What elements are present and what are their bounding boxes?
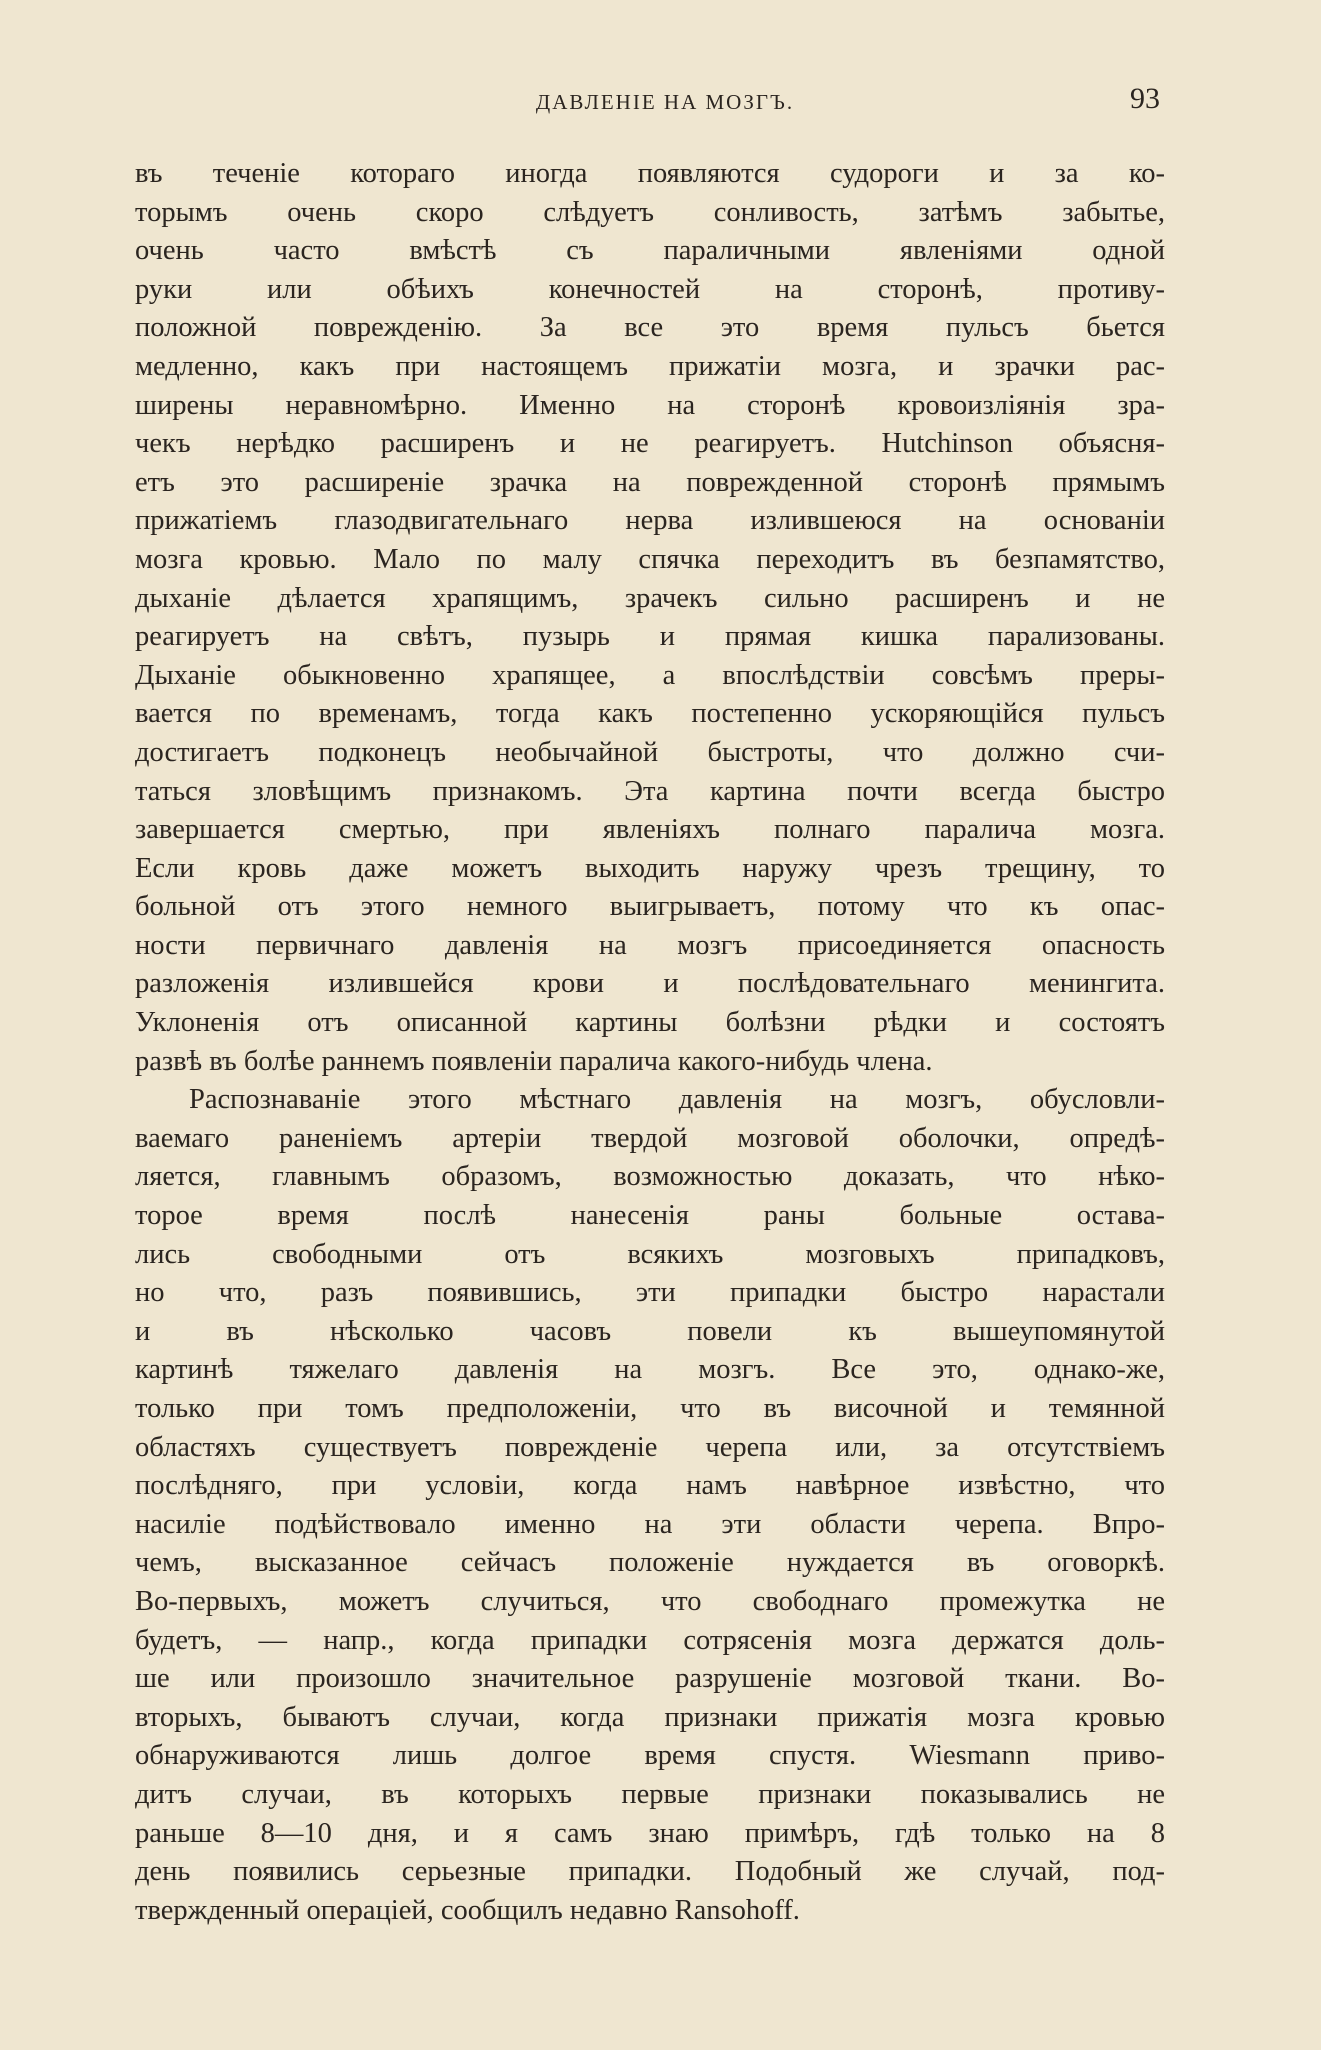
text-line: ваемаго раненіемъ артеріи твердой мозговой оболочки, опредѣ- bbox=[135, 1122, 1165, 1154]
text-line: твержденный операціей, сообщилъ недавно Ransohoff. bbox=[135, 1894, 800, 1926]
running-head: ДАВЛЕНІЕ НА МОЗГЪ. bbox=[535, 90, 795, 114]
body-text bbox=[135, 155, 1165, 1930]
text-line: достигаетъ подконецъ необычайной быстроты, что должно счи- bbox=[135, 736, 1165, 768]
text-line: разложенія излившейся крови и послѣдовательнаго менингита. bbox=[135, 968, 1165, 1000]
page-number: 93 bbox=[1130, 82, 1160, 115]
text-line: мозга кровью. Мало по малу спячка переходитъ въ безпамятство, bbox=[135, 543, 1165, 575]
text-line: картинѣ тяжелаго давленія на мозгъ. Все это, однако-же, bbox=[135, 1354, 1165, 1386]
text-line: завершается смертью, при явленіяхъ полнаго паралича мозга. bbox=[135, 814, 1165, 846]
text-line: торымъ очень скоро слѣдуетъ сонливость, затѣмъ забытье, bbox=[135, 196, 1165, 228]
text-line: торое время послѣ нанесенія раны больные остава- bbox=[135, 1200, 1165, 1232]
text-line: послѣдняго, при условіи, когда намъ навѣрное извѣстно, что bbox=[135, 1470, 1165, 1502]
page-header bbox=[170, 82, 1160, 122]
text-line: но что, разъ появившись, эти припадки быстро нарастали bbox=[135, 1277, 1165, 1309]
text-line: таться зловѣщимъ признакомъ. Эта картина почти всегда быстро bbox=[135, 775, 1165, 807]
text-line: насиліе подѣйствовало именно на эти области черепа. Впро- bbox=[135, 1508, 1165, 1540]
text-line: положной поврежденію. За все это время пульсъ бьется bbox=[135, 312, 1165, 344]
text-line: дитъ случаи, въ которыхъ первые признаки показывались не bbox=[135, 1778, 1165, 1810]
text-line: вторыхъ, бываютъ случаи, когда признаки прижатія мозга кровью bbox=[135, 1701, 1165, 1733]
text-line: ляется, главнымъ образомъ, возможностью доказать, что нѣко- bbox=[135, 1161, 1165, 1193]
text-line: Если кровь даже можетъ выходить наружу чрезъ трещину, то bbox=[135, 852, 1165, 884]
text-line: дыханіе дѣлается храпящимъ, зрачекъ сильно расширенъ и не bbox=[135, 582, 1165, 614]
text-line: обнаруживаются лишь долгое время спустя. Wiesmann приво- bbox=[135, 1740, 1165, 1772]
text-line: ности первичнаго давленія на мозгъ присоединяется опасность bbox=[135, 929, 1165, 961]
text-line: раньше 8—10 дня, и я самъ знаю примѣръ, гдѣ только на 8 bbox=[135, 1817, 1165, 1849]
text-line: развѣ въ болѣе раннемъ появленіи паралича какого-нибудь члена. bbox=[135, 1045, 933, 1077]
text-line: Во-первыхъ, можетъ случиться, что свободнаго промежутка не bbox=[135, 1585, 1165, 1617]
text-line: чекъ нерѣдко расширенъ и не реагируетъ. Hutchinson объясня- bbox=[135, 428, 1165, 460]
text-line: етъ это расширеніе зрачка на поврежденной сторонѣ прямымъ bbox=[135, 466, 1165, 498]
text-line: только при томъ предположеніи, что въ височной и темянной bbox=[135, 1393, 1165, 1424]
text-line: день появились серьезные припадки. Подобный же случай, под- bbox=[135, 1856, 1165, 1888]
text-line: въ теченіе котораго иногда появляются судороги и за ко- bbox=[135, 158, 1165, 189]
text-line: медленно, какъ при настоящемъ прижатіи мозга, и зрачки рас- bbox=[135, 350, 1165, 382]
text-line: очень часто вмѣстѣ съ параличными явленіями одной bbox=[135, 235, 1165, 267]
text-line: и въ нѣсколько часовъ повели къ вышеупомянутой bbox=[135, 1315, 1165, 1347]
text-line: ширены неравномѣрно. Именно на сторонѣ кровоизліянія зра- bbox=[135, 389, 1165, 421]
text-line: руки или обѣихъ конечностей на сторонѣ, противу- bbox=[135, 273, 1165, 305]
text-line: ше или произошло значительное разрушеніе мозговой ткани. Во- bbox=[135, 1663, 1165, 1695]
text-line: реагируетъ на свѣтъ, пузырь и прямая кишка парализованы. bbox=[135, 621, 1165, 653]
text-line: чемъ, высказанное сейчасъ положеніе нуждается въ оговоркѣ. bbox=[135, 1547, 1165, 1579]
text-line: вается по временамъ, тогда какъ постепенно ускоряющійся пульсъ bbox=[135, 698, 1165, 730]
text-line: лись свободными отъ всякихъ мозговыхъ припадковъ, bbox=[135, 1238, 1165, 1270]
text-line: Уклоненія отъ описанной картины болѣзни рѣдки и состоятъ bbox=[135, 1007, 1165, 1039]
text-line: областяхъ существуетъ поврежденіе черепа или, за отсутствіемъ bbox=[135, 1431, 1165, 1463]
text-line: Распознаваніе этого мѣстнаго давленія на мозгъ, обусловли- bbox=[189, 1084, 1165, 1116]
text-line: прижатіемъ глазодвигательнаго нерва излившеюся на основаніи bbox=[135, 505, 1165, 537]
text-line: Дыханіе обыкновенно храпящее, а впослѣдствіи совсѣмъ преры- bbox=[135, 659, 1165, 691]
text-line: будетъ, — напр., когда припадки сотрясенія мозга держатся доль- bbox=[135, 1624, 1165, 1656]
text-line: больной отъ этого немного выигрываетъ, потому что къ опас- bbox=[135, 891, 1165, 923]
